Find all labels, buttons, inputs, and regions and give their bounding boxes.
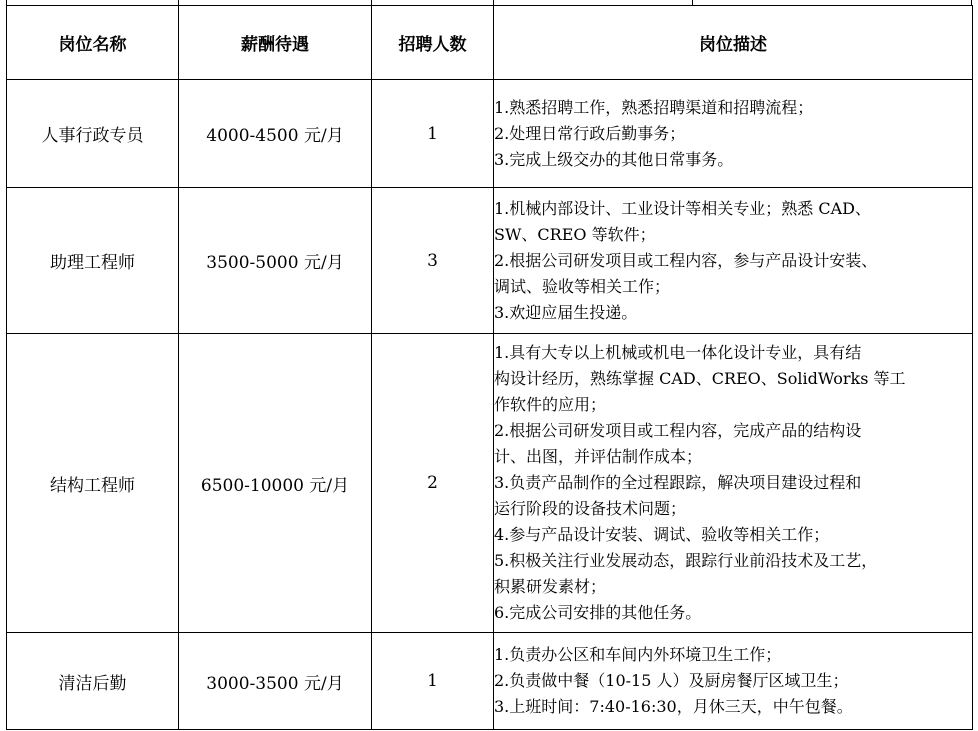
description-line: 作软件的应用； [494, 395, 607, 414]
header-description: 岗位描述 [494, 6, 973, 80]
job-openings-table [6, 5, 973, 730]
position-cell: 人事行政专员 [7, 80, 179, 188]
description-line: 构设计经历，熟练掌握 CAD、CREO、SolidWorks 等工 [494, 369, 906, 388]
description-line: 2.负责做中餐（10-15 人）及厨房餐厅区域卫生； [494, 671, 849, 690]
description-line: 2.处理日常行政后勤事务； [494, 123, 686, 143]
salary-cell: 3000-3500 元/月 [179, 633, 372, 730]
description-line: SW、CREO 等软件； [494, 224, 656, 244]
salary-cell: 6500-10000 元/月 [179, 334, 372, 633]
description-line: 4.参与产品设计安装、调试、验收等相关工作； [494, 525, 830, 544]
description-line: 1.机械内部设计、工业设计等相关专业；熟悉 CAD、 [494, 198, 871, 218]
headcount-cell: 1 [372, 633, 494, 730]
description-line: 1.具有大专以上机械或机电一体化设计专业，具有结 [494, 343, 862, 362]
description-line: 5.积极关注行业发展动态，跟踪行业前沿技术及工艺， [494, 551, 878, 570]
position-cell: 结构工程师 [7, 334, 179, 633]
headcount-cell: 2 [372, 334, 494, 633]
table-row [7, 633, 973, 730]
description-cell [494, 188, 973, 334]
description-line: 计、出图，并评估制作成本； [494, 447, 703, 466]
description-line: 3.完成上级交办的其他日常事务。 [494, 149, 734, 169]
table-row [7, 188, 973, 334]
description-line: 2.根据公司研发项目或工程内容，参与产品设计安装、 [494, 250, 878, 270]
header-position: 岗位名称 [7, 6, 179, 80]
description-cell [494, 80, 973, 188]
table-row [7, 334, 973, 633]
description-line: 调试、验收等相关工作； [494, 276, 671, 296]
header-headcount: 招聘人数 [372, 6, 494, 80]
salary-cell: 4000-4500 元/月 [179, 80, 372, 188]
description-line: 3.上班时间：7:40-16:30，月休三天，中午包餐。 [494, 697, 853, 716]
table-header-row [7, 6, 973, 80]
description-cell [494, 334, 973, 633]
description-line: 3.负责产品制作的全过程跟踪，解决项目建设过程和 [494, 473, 862, 492]
description-line: 6.完成公司安排的其他任务。 [494, 603, 702, 622]
description-line: 运行阶段的设备技术问题； [494, 499, 687, 518]
description-line: 积累研发素材； [494, 577, 607, 596]
headcount-cell: 3 [372, 188, 494, 334]
position-cell: 助理工程师 [7, 188, 179, 334]
header-salary: 薪酬待遇 [179, 6, 372, 80]
headcount-cell: 1 [372, 80, 494, 188]
description-cell [494, 633, 973, 730]
salary-cell: 3500-5000 元/月 [179, 188, 372, 334]
description-line: 1.熟悉招聘工作，熟悉招聘渠道和招聘流程； [494, 97, 814, 117]
table-row [7, 80, 973, 188]
description-line: 2.根据公司研发项目或工程内容，完成产品的结构设 [494, 421, 862, 440]
description-line: 3.欢迎应届生投递。 [494, 302, 638, 322]
description-line: 1.负责办公区和车间内外环境卫生工作； [494, 645, 782, 664]
position-cell: 清洁后勤 [7, 633, 179, 730]
